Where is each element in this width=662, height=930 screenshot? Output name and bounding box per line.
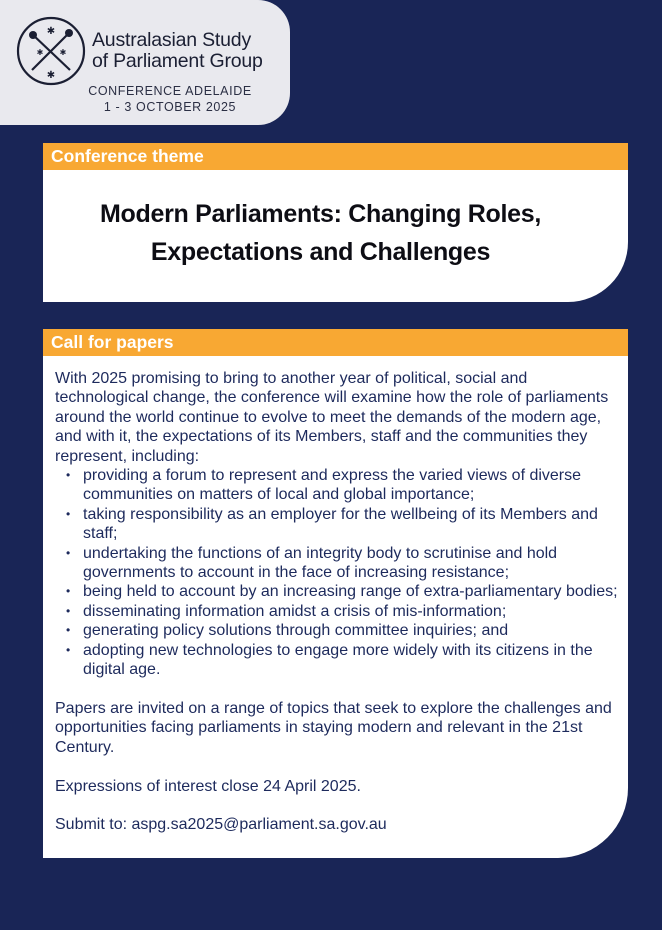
list-item-text: generating policy solutions through committee inquiries; and bbox=[83, 622, 509, 640]
list-item-text: adopting new technologies to engage more widely with its citizens in the digital age. bbox=[83, 641, 593, 679]
submission-email[interactable]: Submit to: aspg.sa2025@parliament.sa.gov.au bbox=[55, 816, 387, 834]
conference-location: CONFERENCE ADELAIDE bbox=[88, 84, 252, 98]
bullet-icon: • bbox=[66, 584, 71, 599]
list-item bbox=[66, 582, 621, 601]
list-item-text: disseminating information amidst a crisis of mis-information; bbox=[83, 602, 507, 620]
conference-dates: 1 - 3 OCTOBER 2025 bbox=[103, 100, 237, 114]
org-name-line-2: of Parliament Group bbox=[92, 50, 263, 72]
list-item bbox=[66, 621, 621, 640]
bullet-icon: • bbox=[66, 623, 71, 638]
list-item bbox=[66, 602, 621, 621]
bullet-icon: • bbox=[66, 468, 71, 483]
bullet-icon: • bbox=[66, 506, 71, 521]
expressions-deadline: Expressions of interest close 24 April 2025. bbox=[55, 777, 361, 795]
org-name-line-1: Australasian Study bbox=[92, 29, 251, 51]
theme-title-line-2: Expectations and Challenges bbox=[150, 238, 491, 266]
mace-and-southern-cross-emblem-icon bbox=[16, 16, 86, 86]
svg-text:✱: ✱ bbox=[36, 48, 44, 57]
list-item-text: taking responsibility as an employer for the wellbeing of its Members and staff; bbox=[83, 505, 598, 543]
bullet-icon: • bbox=[66, 642, 71, 657]
svg-text:✱: ✱ bbox=[46, 70, 56, 81]
papers-invited-text: Papers are invited on a range of topics that seek to explore the challenges and opportunities facing parliaments in staying modern and relevant in the 21st Century. bbox=[55, 699, 612, 756]
svg-text:✱: ✱ bbox=[59, 48, 67, 57]
list-item bbox=[66, 466, 621, 505]
bullet-icon: • bbox=[66, 603, 71, 618]
theme-title bbox=[43, 195, 598, 271]
header-logo-card bbox=[0, 0, 290, 125]
svg-text:✱: ✱ bbox=[46, 26, 56, 37]
conference-theme-panel bbox=[43, 143, 628, 302]
list-item bbox=[66, 505, 621, 544]
call-intro: With 2025 promising to bring to another year of political, social and technological change, the conference will examine how the role of parliaments around the world continue to evolve to meet the demands of the modern age, and with it, the expectations of its Members, staff and the communities they represent, including: bbox=[55, 370, 609, 465]
theme-heading: Conference theme bbox=[43, 143, 628, 170]
organisation-name bbox=[92, 30, 282, 72]
list-item bbox=[66, 544, 621, 583]
list-item bbox=[66, 641, 621, 680]
list-item-text: providing a forum to represent and express the varied views of diverse communities on matters of local and global importance; bbox=[83, 467, 582, 504]
list-item-text: undertaking the functions of an integrity body to scrutinise and hold governments to account in the face of increasing resistance; bbox=[83, 544, 558, 582]
call-body bbox=[55, 369, 621, 835]
theme-title-line-1: Modern Parliaments: Changing Roles, bbox=[100, 200, 541, 228]
list-item-text: being held to account by an increasing range of extra-parliamentary bodies; bbox=[83, 583, 618, 601]
call-bullet-list bbox=[55, 466, 621, 679]
call-for-papers-panel bbox=[43, 329, 628, 858]
call-heading: Call for papers bbox=[43, 329, 628, 356]
bullet-icon: • bbox=[66, 545, 71, 560]
